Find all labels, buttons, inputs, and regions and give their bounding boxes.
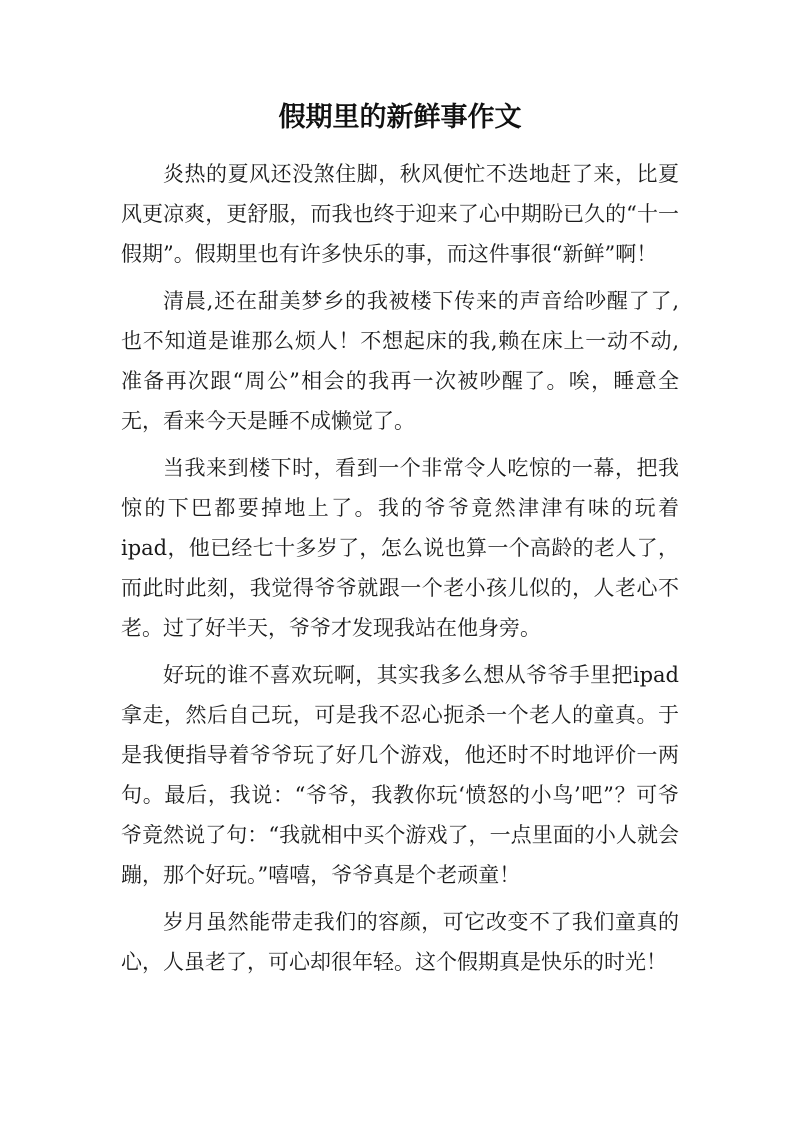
paragraph-5: 岁月虽然能带走我们的容颜，可它改变不了我们童真的心，人虽老了，可心却很年轻。这个假期真是快乐的时光！ [121,910,679,974]
paragraph-4: 好玩的谁不喜欢玩啊，其实我多么想从爷爷手里把ipad拿走，然后自己玩，可是我不忍心扼杀一个老人的童真。于是我便指导着爷爷玩了好几个游戏，他还时不时地评价一两句。最后，我说：“爷爷，我教你玩‘愤怒的小鸟’吧”？可爷爷竟然说了句：“我就相中买个游戏了，一点里面的小人就会蹦，那个好玩。”嘻嘻，爷爷真是个老顽童！ [121,663,679,887]
document-body [121,154,679,989]
paragraph-1: 炎热的夏风还没煞住脚，秋风便忙不迭地赶了来，比夏风更凉爽，更舒服，而我也终于迎来了心中期盼已久的“十一假期”。假期里也有许多快乐的事，而这件事很“新鲜”啊！ [121,162,679,266]
document-title: 假期里的新鲜事作文 [278,102,522,133]
paragraph-2: 清晨,还在甜美梦乡的我被楼下传来的声音给吵醒了了,也不知道是谁那么烦人！不想起床的我,赖在床上一动不动,准备再次跟“周公”相会的我再一次被吵醒了。唉，睡意全无，看来今天是睡不成懒觉了。 [121,289,679,433]
paragraph-3: 当我来到楼下时，看到一个非常令人吃惊的一幕，把我惊的下巴都要掉地上了。我的爷爷竟然津津有味的玩着ipad，他已经七十多岁了，怎么说也算一个高龄的老人了，而此时此刻，我觉得爷爷就跟一个老小孩儿似的，人老心不老。过了好半天，爷爷才发现我站在他身旁。 [121,456,679,640]
